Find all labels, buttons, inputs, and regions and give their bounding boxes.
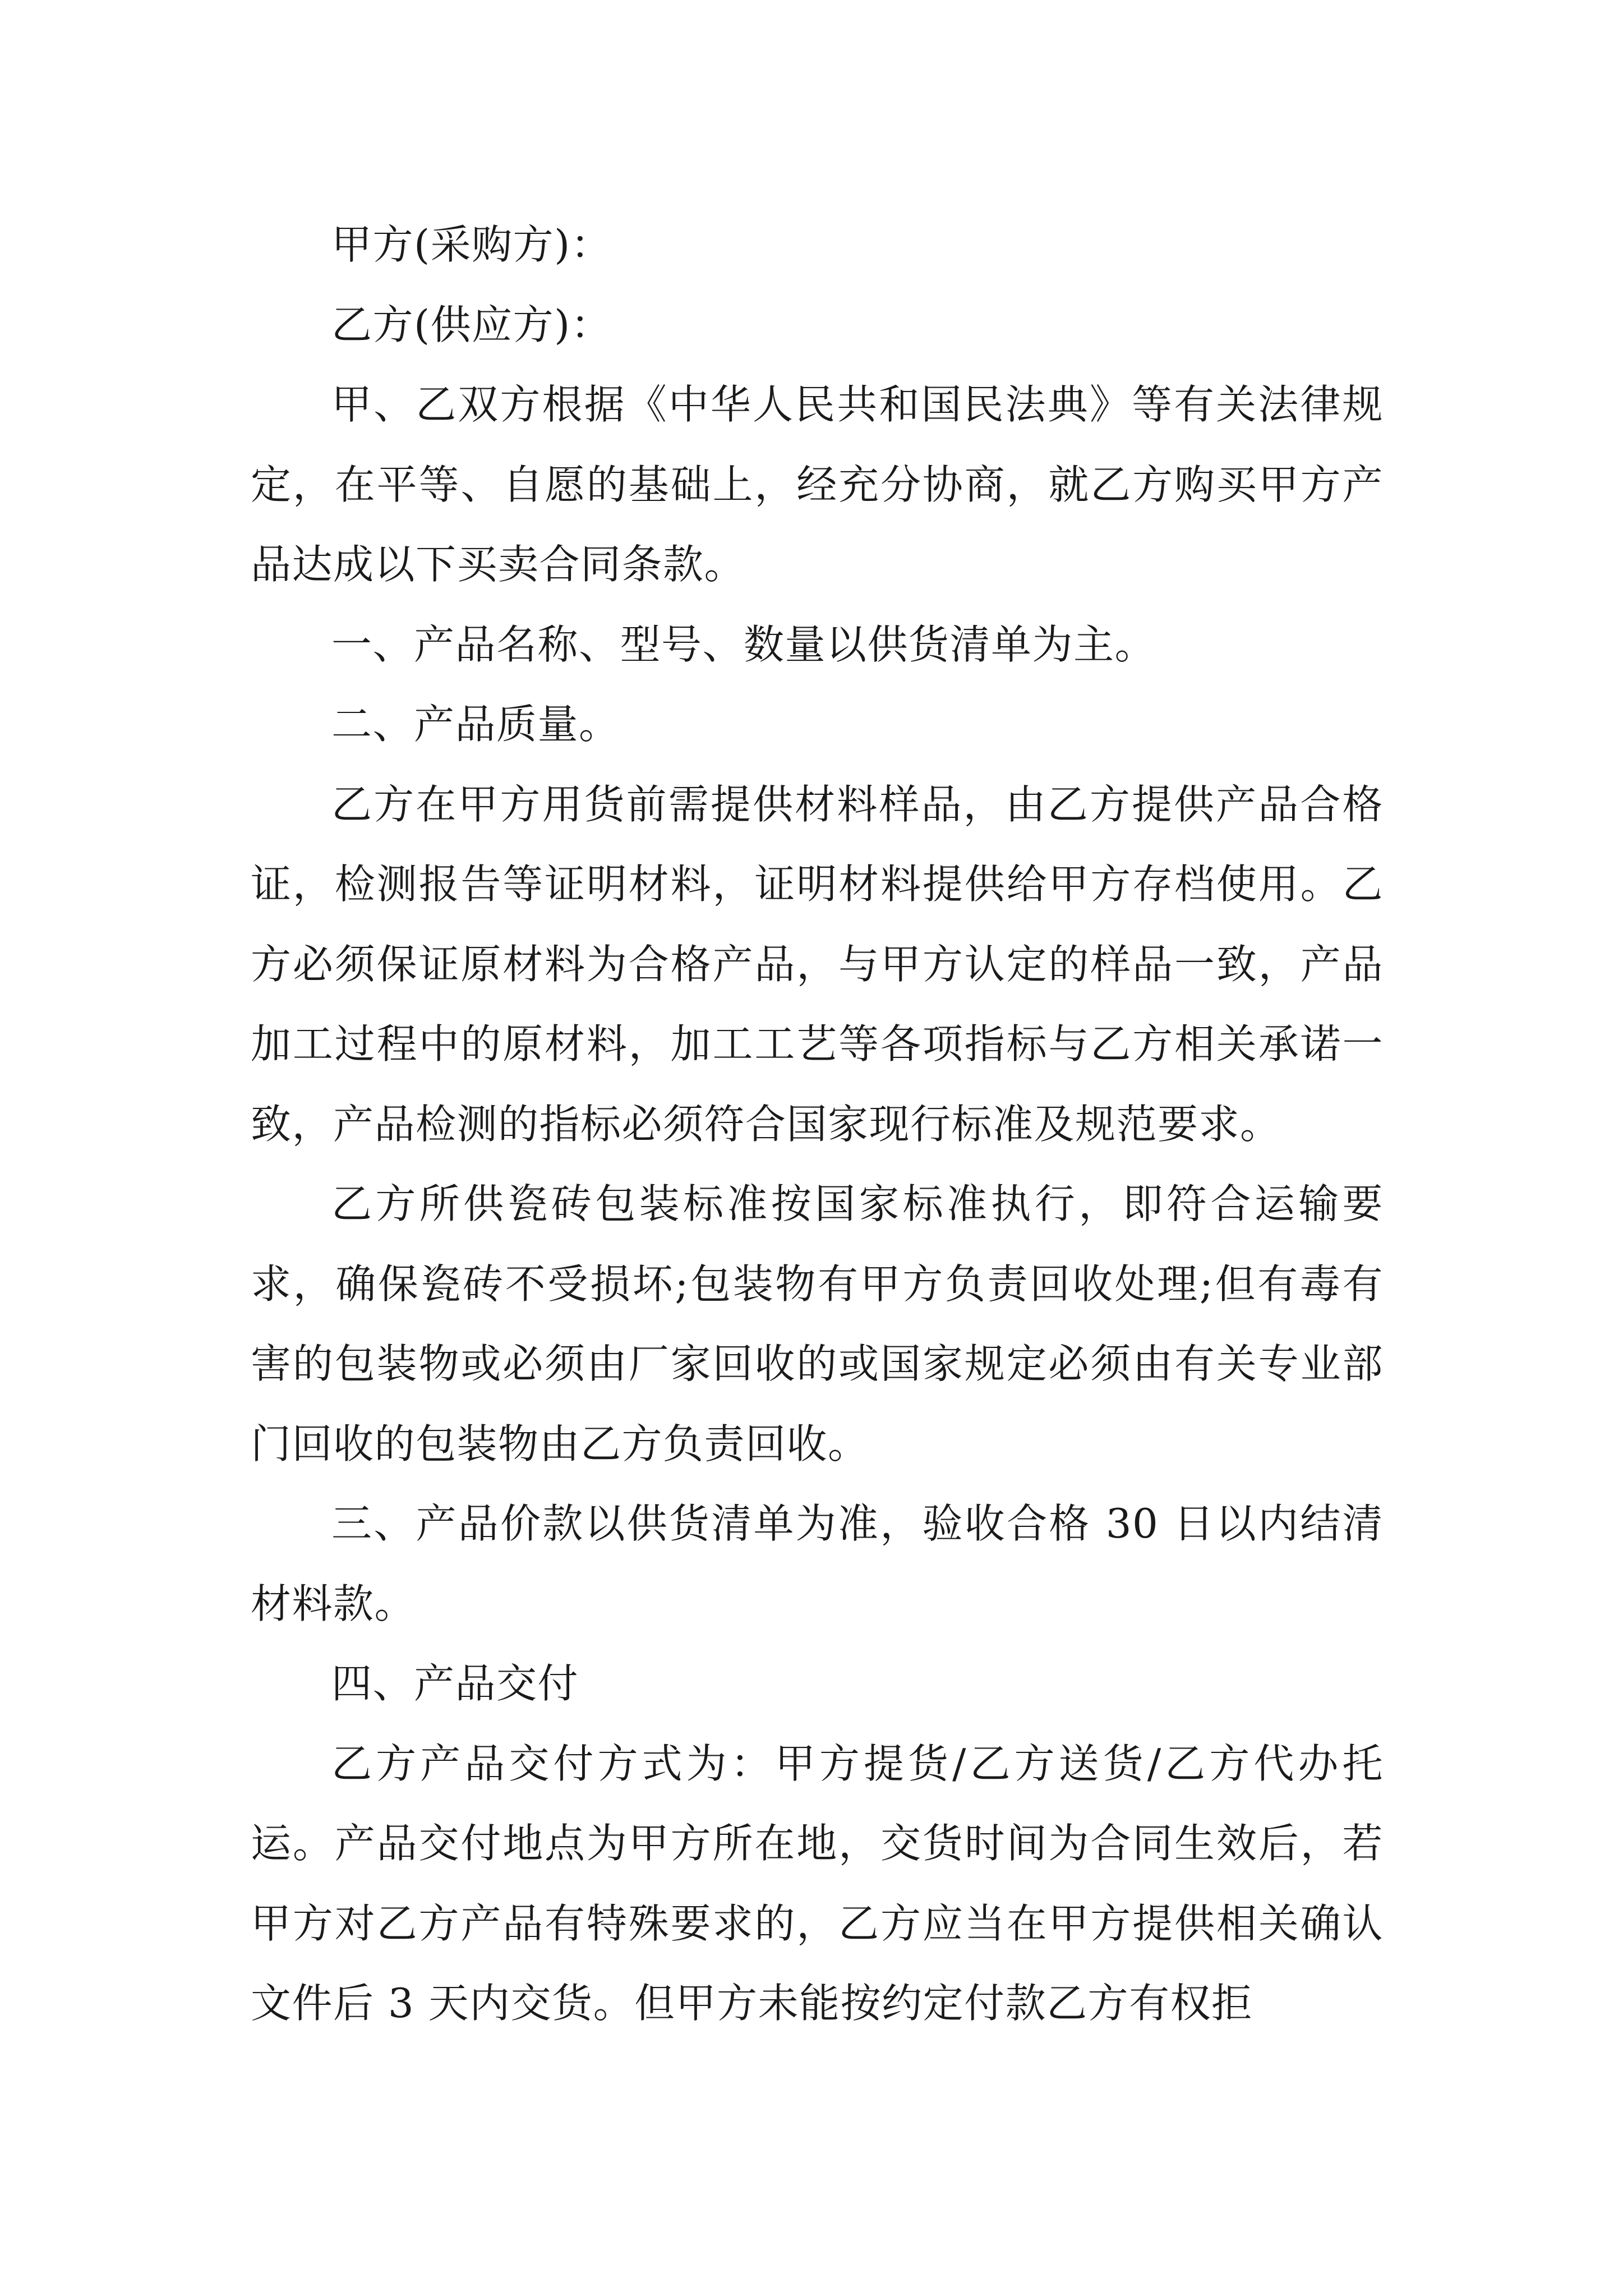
clause-1-heading: 一、产品名称、型号、数量以供货清单为主。 — [331, 620, 1156, 668]
preamble-paragraph: 甲、乙双方根据《中华人民共和国民法典》等有关法律规定，在平等、自愿的基础上，经充分协商，就乙方购买甲方产品达成以下买卖合同条款。 — [251, 381, 1384, 588]
clause-2-quality-paragraph: 乙方在甲方用货前需提供材料样品，由乙方提供产品合格证，检测报告等证明材料，证明材料提供给甲方存档使用。乙方必须保证原材料为合格产品，与甲方认定的样品一致，产品加工过程中的原材料，加工工艺等各项指标与乙方相关承诺一致，产品检测的指标必须符合国家现行标准及规范要求。 — [251, 780, 1384, 1148]
party-b-line: 乙方(供应方)： — [331, 301, 612, 348]
clause-4-heading: 四、产品交付 — [331, 1660, 579, 1707]
clause-3-paragraph: 三、产品价款以供货清单为准，验收合格 30 日以内结清材料款。 — [251, 1500, 1384, 1627]
clause-4-delivery-paragraph: 乙方产品交付方式为：甲方提货/乙方送货/乙方代办托运。产品交付地点为甲方所在地，交货时间为合同生效后，若甲方对乙方产品有特殊要求的，乙方应当在甲方提供相关确认文件后 3 天内交货。但甲方未能按约定付款乙方有权拒 — [251, 1740, 1384, 2027]
clause-2-heading: 二、产品质量。 — [331, 701, 620, 748]
party-a-line: 甲方(采购方)： — [331, 221, 612, 268]
clause-2-packaging-paragraph: 乙方所供瓷砖包装标准按国家标准执行，即符合运输要求，确保瓷砖不受损坏;包装物有甲方负责回收处理;但有毒有害的包装物或必须由厂家回收的或国家规定必须由有关专业部门回收的包装物由乙方负责回收。 — [251, 1180, 1384, 1467]
document-body — [251, 205, 1384, 2044]
